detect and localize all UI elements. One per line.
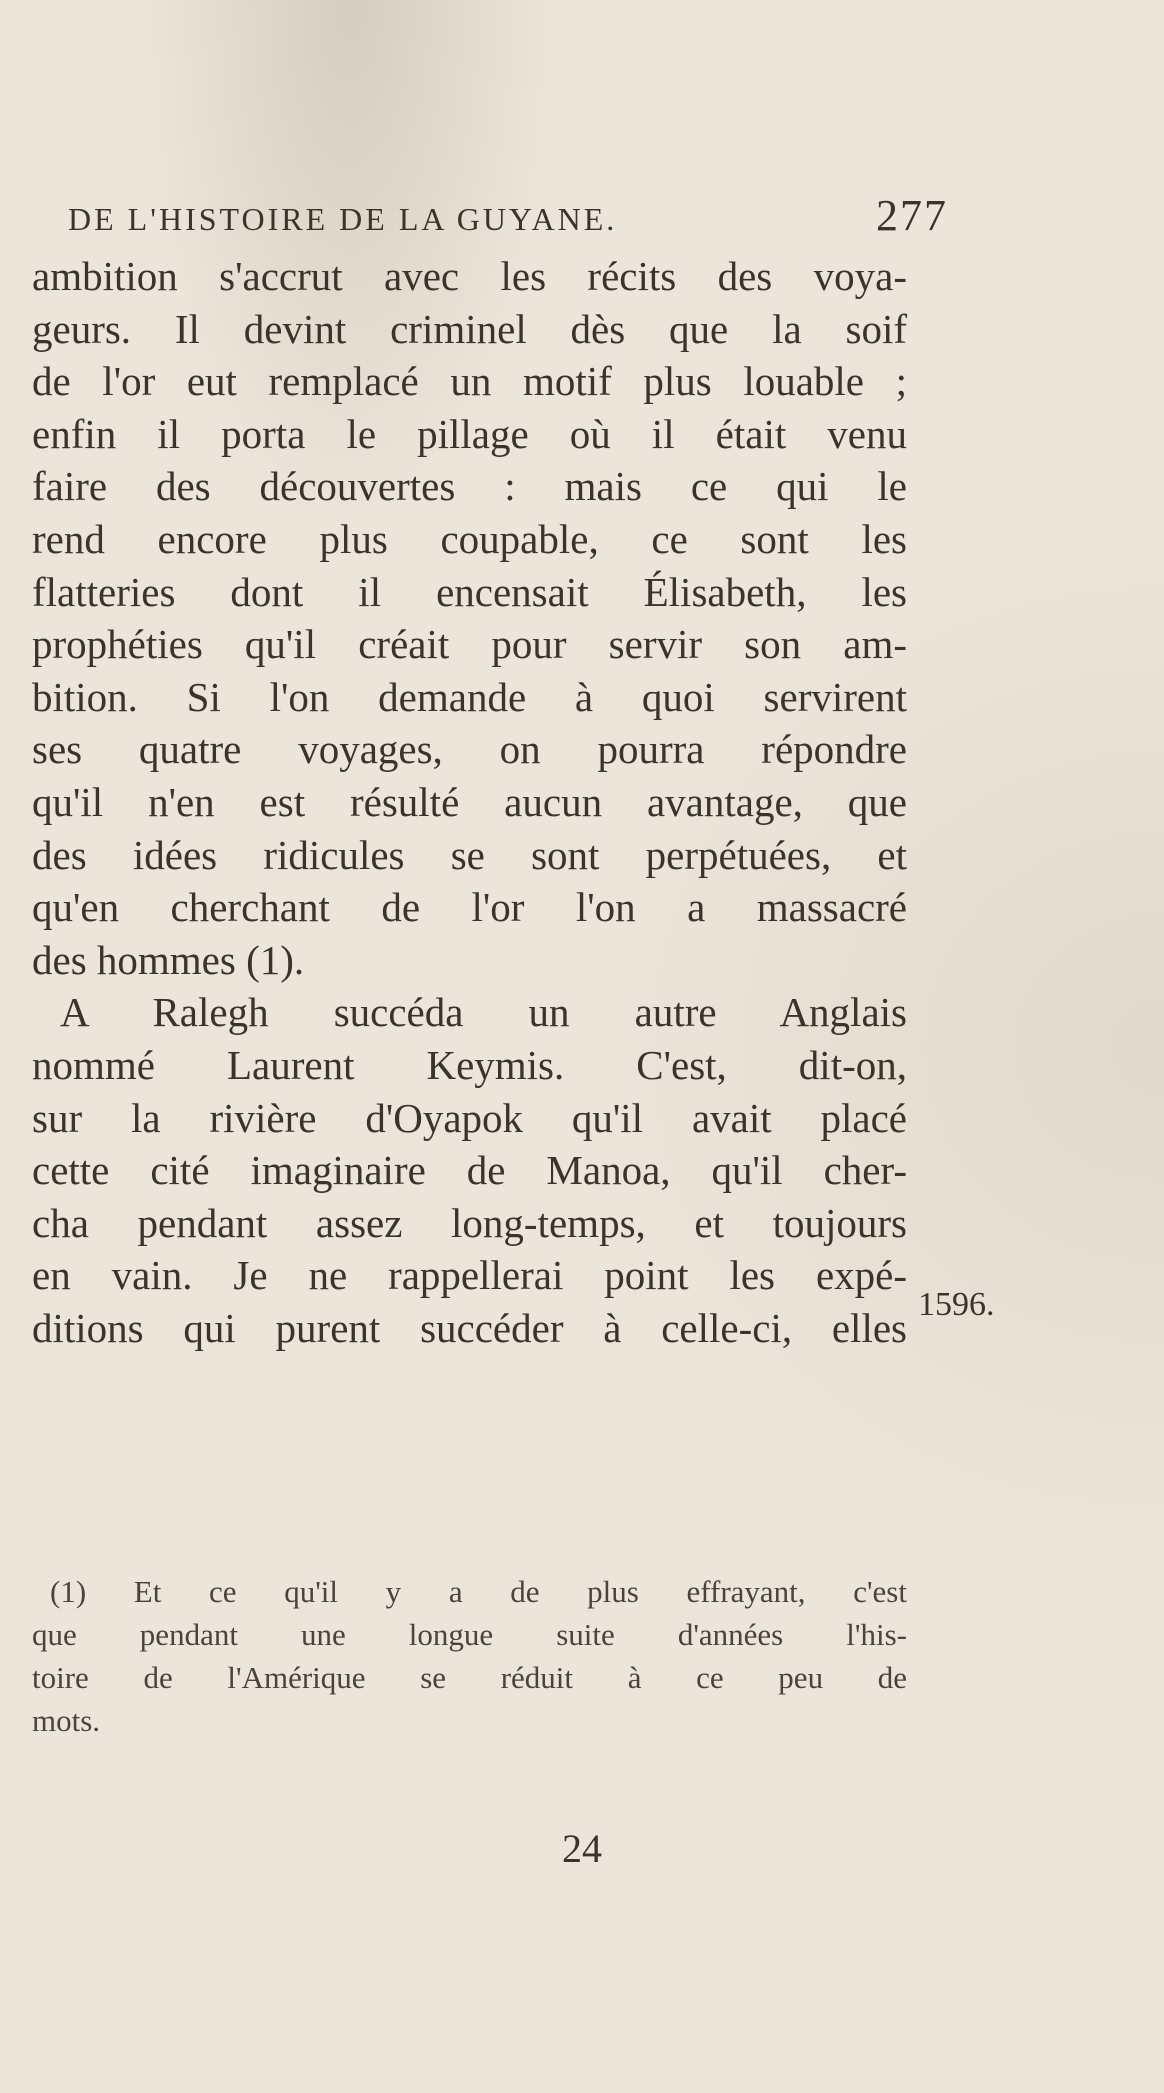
margin-year-note: 1596. (918, 1286, 995, 1323)
text-line: qu'en cherchant de l'or l'on a massacré (32, 884, 907, 931)
running-title: DE L'HISTOIRE DE LA GUYANE. (68, 201, 618, 237)
text-line: des idées ridicules se sont perpétuées, et (32, 831, 907, 878)
running-head (68, 190, 948, 250)
text-line: ses quatre voyages, on pourra répondre (32, 726, 907, 773)
text-line: faire des découvertes : mais ce qui le (32, 463, 907, 510)
page-number: 277 (876, 191, 948, 240)
text-line: prophéties qu'il créait pour servir son am- (32, 621, 907, 668)
text-line: cette cité imaginaire de Manoa, qu'il cher- (32, 1147, 907, 1194)
footnote-line: toire de l'Amérique se réduit à ce peu de (32, 1660, 907, 1695)
text-line: enfin il porta le pillage où il était venu (32, 410, 907, 457)
text-line: ambition s'accrut avec les récits des voya- (32, 253, 907, 299)
footnote-line: (1) Et ce qu'il y a de plus effrayant, c'est (50, 1574, 907, 1609)
text-line: de l'or eut remplacé un motif plus louable ; (32, 358, 907, 405)
text-line: bition. Si l'on demande à quoi servirent (32, 673, 907, 720)
text-line: en vain. Je ne rappellerai point les expé- (32, 1252, 907, 1299)
footnote-line: que pendant une longue suite d'années l'his- (32, 1617, 907, 1652)
footnote-line: mots. (32, 1703, 101, 1738)
text-line: A Ralegh succéda un autre Anglais (60, 989, 907, 1036)
signature-mark: 24 (562, 1826, 602, 1871)
text-line: geurs. Il devint criminel dès que la soif (32, 305, 907, 352)
text-line: sur la rivière d'Oyapok qu'il avait placé (32, 1094, 907, 1141)
text-line: nommé Laurent Keymis. C'est, dit-on, (32, 1041, 907, 1088)
body-text (32, 250, 907, 1354)
text-line: cha pendant assez long-temps, et toujours (32, 1199, 907, 1246)
text-line: des hommes (1). (32, 936, 305, 983)
footnote (32, 1570, 907, 1742)
text-line: qu'il n'en est résulté aucun avantage, que (32, 778, 907, 825)
text-line: ditions qui purent succéder à celle-ci, elles (32, 1304, 907, 1351)
text-line: flatteries dont il encensait Élisabeth, les (32, 568, 907, 615)
text-line: rend encore plus coupable, ce sont les (32, 515, 907, 562)
